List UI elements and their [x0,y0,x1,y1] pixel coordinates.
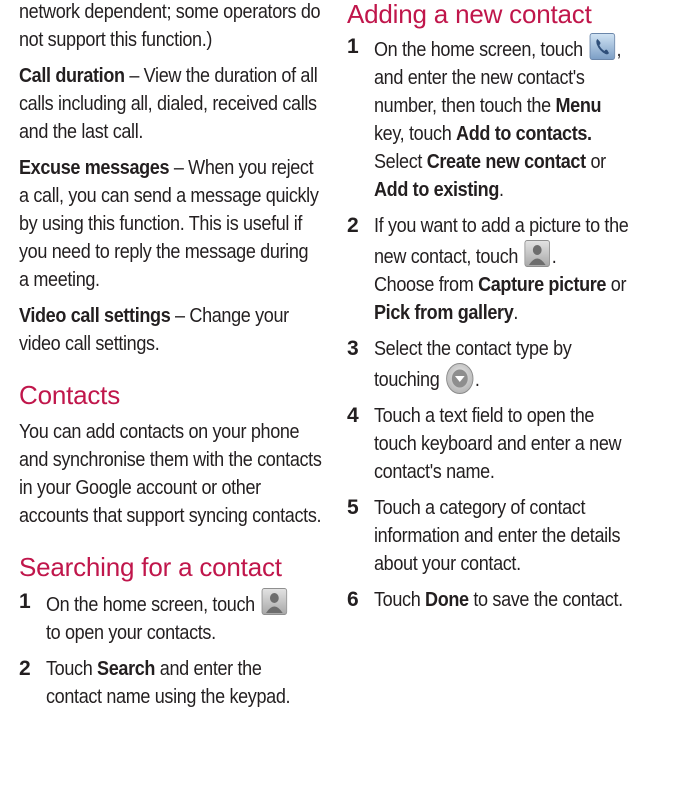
step-number: 4 [347,404,359,427]
adding-contact-heading: Adding a new contact [347,0,592,29]
call-duration-paragraph [19,62,322,146]
step-number: 1 [347,35,359,58]
step-text: If you want to add a picture to the new contact, touch . Choose from Capture picture or Pick from gallery. [374,214,629,324]
step-number: 2 [19,657,31,680]
step-text: On the home screen, touch to open your contacts. [46,588,291,647]
picture-person-icon [525,240,551,267]
call-duration-term: Call duration [19,64,125,87]
add-step-6 [347,586,667,614]
intro-tail-paragraph: network dependent; some operators do not support this function.) [19,0,321,51]
video-call-settings-text: – Change your video call settings. [19,304,289,355]
step-text: Touch a text field to open the touch keyboard and enter a new contact's name. [374,404,622,483]
step-text: Touch Search and enter the contact name using the keypad. [46,657,291,708]
video-call-settings-term: Video call settings [19,304,171,327]
search-step-2 [19,655,324,711]
left-column [19,0,324,711]
excuse-messages-term: Excuse messages [19,156,170,179]
step-text: Touch a category of contact information and enter the details about your contact. [374,496,621,575]
excuse-messages-text: – When you reject a call, you can send a message quickly by using this function. This is useful if you need to reply the message during a meeting. [19,156,319,291]
step-text: Select the contact type by touching . [374,335,632,394]
step-number: 3 [347,337,359,360]
step-number: 1 [19,590,31,613]
add-step-2 [347,212,667,327]
step-number: 6 [347,588,359,611]
contacts-person-icon [261,588,287,615]
excuse-messages-paragraph [19,154,322,294]
step-number: 5 [347,496,359,519]
video-call-settings-paragraph [19,302,322,358]
step-number: 2 [347,214,359,237]
add-step-3 [347,335,667,394]
phone-icon [589,33,615,60]
add-step-1 [347,33,667,204]
add-step-4 [347,402,667,486]
right-column [347,0,667,614]
contacts-heading: Contacts [19,380,121,410]
contacts-paragraph: You can add contacts on your phone and synchronise them with the contacts in your Google account or other accounts that support syncing contacts. [19,420,322,527]
step-text: Touch Done to save the contact. [374,588,623,611]
dropdown-arrow-icon [446,363,473,394]
searching-heading: Searching for a contact [19,552,282,582]
add-step-5 [347,494,667,578]
step-text: On the home screen, touch , and enter the new contact's number, then touch the Menu key, touch Add to contacts. Select Create new contact or Add to existing. [374,33,632,204]
search-step-1 [19,588,324,647]
call-duration-text: – View the duration of all calls including all, dialed, received calls and the last call. [19,64,318,143]
